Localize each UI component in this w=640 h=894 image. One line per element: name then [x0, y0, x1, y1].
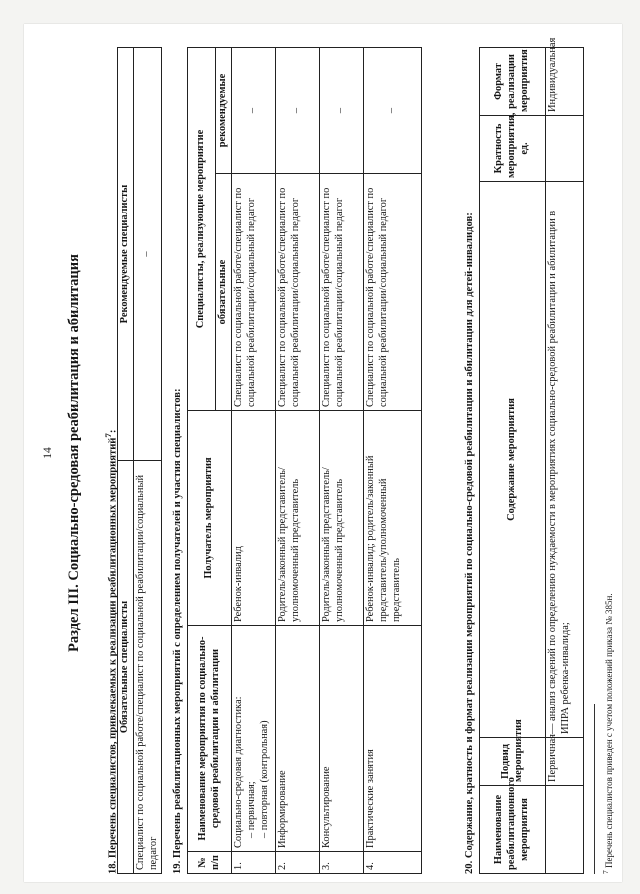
row-measure-name [546, 786, 584, 874]
col-recommended-specialists: Рекомендуемые специалисты [118, 48, 134, 461]
row-recommended-specialists: – [232, 48, 276, 174]
row-measure-name: Информирование [276, 626, 320, 852]
section-18-heading-tail: : [107, 429, 119, 434]
table-row [364, 48, 422, 874]
specialists-table [117, 47, 162, 874]
footnote-divider [594, 704, 595, 874]
col-subtype: Подвид мероприятия [480, 738, 546, 786]
col-recommended: рекомендуемые [216, 48, 232, 174]
table-row [320, 48, 364, 874]
required-specialists-value: Специалист по социальной работе/специалист по социальной реабилитации/социальный педагог [133, 461, 162, 874]
row-recipient: Родитель/законный представитель/ уполномоченный представитель [320, 411, 364, 626]
row-subitem: – первичная; [245, 781, 257, 838]
row-measure-name: Консультирование [320, 626, 364, 852]
row-number: 1. [232, 852, 276, 874]
rotated-page-content [24, 24, 622, 882]
section-18-heading-text: 18. Перечень специалистов, привлекаемых к реализации реабилитационных мероприятий [107, 437, 119, 874]
row-recommended-specialists: – [320, 48, 364, 174]
col-measure-name: Наименование реабилитационного мероприятия [480, 786, 546, 874]
row-recipient: Родитель/законный представитель/ уполномоченный представитель [276, 411, 320, 626]
row-recommended-specialists: – [364, 48, 422, 174]
row-number: 4. [364, 852, 422, 874]
row-measure-name: Практические занятия [364, 626, 422, 852]
row-recipient: Ребенок-инвалид; родитель/законный представитель/уполномоченный представитель [364, 411, 422, 626]
row-required-specialists: Специалист по социальной работе/специалист по социальной реабилитации/социальный педагог [320, 174, 364, 411]
row-required-specialists: Специалист по социальной работе/специалист по социальной реабилитации/социальный педагог [276, 174, 320, 411]
col-specialists: Специалисты, реализующие мероприятие [188, 48, 216, 411]
row-recipient: Ребенок-инвалид [232, 411, 276, 626]
table-row [546, 48, 584, 874]
row-subitem: – повторная (контрольная) [258, 720, 270, 838]
footnote-ref: 7 [103, 433, 113, 438]
col-required-specialists: Обязательные специалисты [118, 461, 134, 874]
col-format: Формат реализации мероприятия [480, 48, 546, 116]
document-page [24, 24, 622, 882]
row-required-specialists: Специалист по социальной работе/специалист по социальной реабилитации/социальный педагог [364, 174, 422, 411]
row-recommended-specialists: – [276, 48, 320, 174]
measures-content-table [479, 37, 584, 874]
page-number: 14 [42, 447, 54, 459]
col-content: Содержание мероприятия [480, 182, 546, 738]
col-measure-name: Наименование мероприятия по социально-средовой реабилитации и абилитации [188, 626, 232, 852]
row-measure-title: Социально-средовая диагностика: [233, 696, 244, 848]
footnote [600, 593, 616, 874]
footnote-mark: 7 [601, 870, 610, 874]
col-required: обязательные [216, 174, 232, 411]
row-frequency [546, 116, 584, 182]
section-20-heading: 20. Содержание, кратность и формат реализации мероприятий по социально-средовой реабилитации и абилитации для детей-инвалидов: [464, 212, 475, 874]
recommended-specialists-value: – [133, 48, 162, 461]
table-row [276, 48, 320, 874]
row-measure-name [232, 626, 276, 852]
row-subtype: Первичная [546, 738, 584, 786]
col-frequency: Кратность мероприятия, ед. [480, 116, 546, 182]
footnote-text: Перечень специалистов приведен с учетом положений приказа № 385н. [604, 593, 614, 868]
section-19-heading: 19. Перечень реабилитационных мероприятий с определением получателей и участия специалистов: [172, 388, 183, 874]
row-number: 3. [320, 852, 364, 874]
table-row [232, 48, 276, 874]
row-format: Индивидуальная [546, 48, 584, 116]
row-content: — анализ сведений по определению нуждаемости в мероприятиях социально-средовой реабилитации и абилитации в ИПРА ребенка-инвалида; [546, 182, 584, 738]
row-number: 2. [276, 852, 320, 874]
section-title: Раздел III. Социально-средовая реабилитация и абилитация [66, 254, 82, 652]
measures-table [187, 47, 422, 874]
row-required-specialists: Специалист по социальной работе/специалист по социальной реабилитации/социальный педагог [232, 174, 276, 411]
col-recipient: Получатель мероприятия [188, 411, 232, 626]
col-number: № п/п [188, 852, 232, 874]
